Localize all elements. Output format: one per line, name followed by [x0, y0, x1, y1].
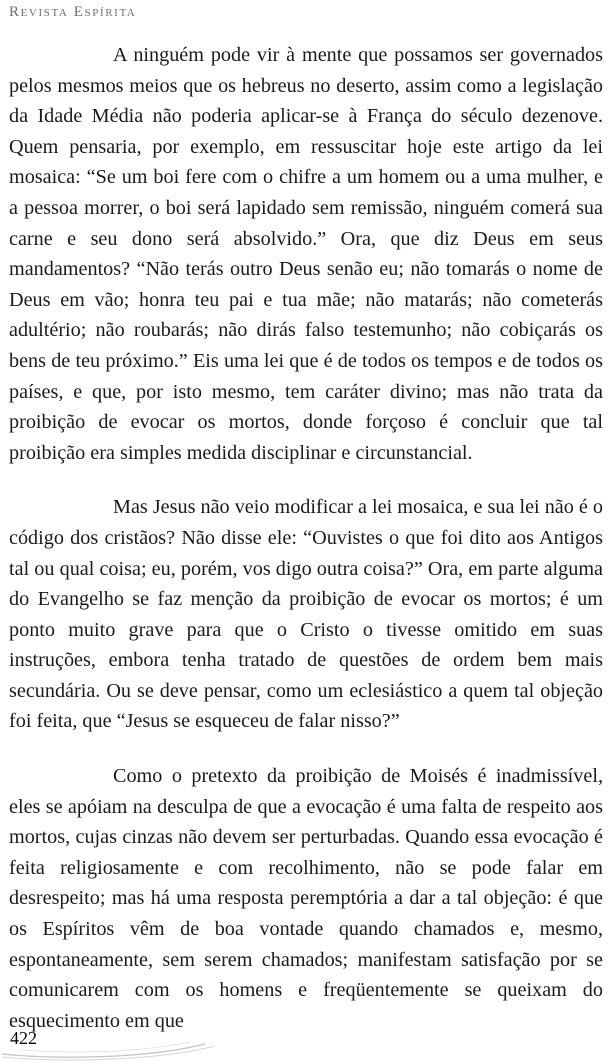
paragraph-3: Como o pretexto da proibição de Moisés é inadmissível, eles se apóiam na desculpa de que a evocação é uma falta de respeito aos mortos, cujas cinzas não devem ser perturbadas. Quando essa evocação é feita religiosamente e com recolhimento, não se pode falar em desrespeito; mas há uma resposta peremptória a dar a tal objeção: é que os Espíritos vêm de boa vontade quando chamados e, mesmo, espontaneamente, sem serem chamados; manifestam satisfação por se comunicarem com os homens e freqüentemente se queixam do esquecimento em que	[9, 765, 603, 1032]
paragraph-1: A ninguém pode vir à mente que possamos ser governados pelos mesmos meios que os hebreus no deserto, assim como a legislação da Idade Média não poderia aplicar-se à França do século dezenove. Quem pensaria, por exemplo, em ressuscitar hoje este artigo da lei mosaica: “Se um boi fere com o chifre a um homem ou a uma mulher, e a pessoa morrer, o boi será lapidado sem remissão, ninguém comerá sua carne e seu dono será absolvido.” Ora, que diz Deus em seus mandamentos? “Não terás outro Deus senão eu; não tomarás o nome de Deus em vão; honra teu pai e tua mãe; não matarás; não cometerás adultério; não roubarás; não dirás falso testemunho; não cobiçarás os bens de teu próximo.” Eis uma lei que é de todos os tempos e de todos os países, e que, por isto mesmo, tem caráter divino; mas não trata da proibição de evocar os mortos, donde forçoso é concluir que tal proibição era simples medida disciplinar e circunstancial.	[9, 44, 603, 464]
page-number: 422	[10, 1028, 37, 1048]
body-text	[9, 40, 603, 1060]
running-head: Revista Espírita	[9, 4, 137, 20]
paragraph-2: Mas Jesus não veio modificar a lei mosaica, e sua lei não é o código dos cristãos? Não disse ele: “Ouvistes o que foi dito aos Antigos tal ou qual coisa; eu, porém, vos digo outra coisa?” Ora, em parte alguma do Evangelho se faz menção da proibição de evocar os mortos; é um ponto muito grave para que o Cristo o tivesse omitido em suas instruções, embora tenha tratado de questões de ordem bem mais secundária. Ou se deve pensar, como um eclesiástico a quem tal objeção foi feita, que “Jesus se esqueceu de falar nisso?”	[9, 496, 603, 733]
